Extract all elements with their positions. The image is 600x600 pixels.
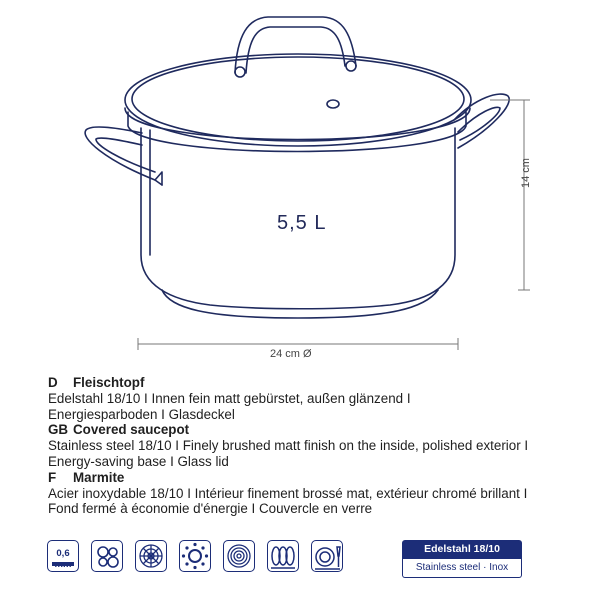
halogen-coil-icon [267, 540, 299, 572]
description-line: Energiesparboden I Glasdeckel [48, 406, 235, 422]
height-dimension-label: 14 cm [520, 158, 532, 188]
right-handle [454, 94, 509, 148]
volume-label: 5,5 L [277, 212, 327, 234]
material-thickness-icon: 0,6 [47, 540, 79, 572]
dishwasher-safe-icon [311, 540, 343, 572]
description-line: Stainless steel 18/10 I Finely brushed matt finish on the inside, polished exterior I [48, 438, 529, 454]
lid [125, 54, 471, 146]
gas-hob-icon [179, 540, 211, 572]
description-line: Edelstahl 18/10 I Innen fein matt gebürstet, außen glänzend I [48, 390, 411, 406]
feature-icons [47, 540, 509, 582]
diameter-dimension-label: 24 cm Ø [270, 348, 312, 360]
section-header-gb: GB Covered saucepot [48, 422, 190, 438]
ceramic-hob-icon [135, 540, 167, 572]
description-line: Energy-saving base I Glass lid [48, 453, 229, 469]
lid-handle [235, 17, 356, 73]
description-line: Fond fermé à économie d'énergie I Couvercle en verre [48, 501, 373, 517]
material-badge-title: Edelstahl 18/10 [402, 540, 522, 559]
section-header-f: F Marmite [48, 469, 125, 485]
product-descriptions [48, 375, 588, 517]
electric-hob-icon [91, 540, 123, 572]
induction-hob-icon [223, 540, 255, 572]
section-header-de: D Fleischtopf [48, 375, 145, 390]
material-badge-subtitle: Stainless steel · Inox [402, 559, 522, 578]
description-line: Acier inoxydable 18/10 I Intérieur finement brossé mat, extérieur chromé brillant I [48, 485, 528, 501]
material-badge [402, 540, 522, 580]
